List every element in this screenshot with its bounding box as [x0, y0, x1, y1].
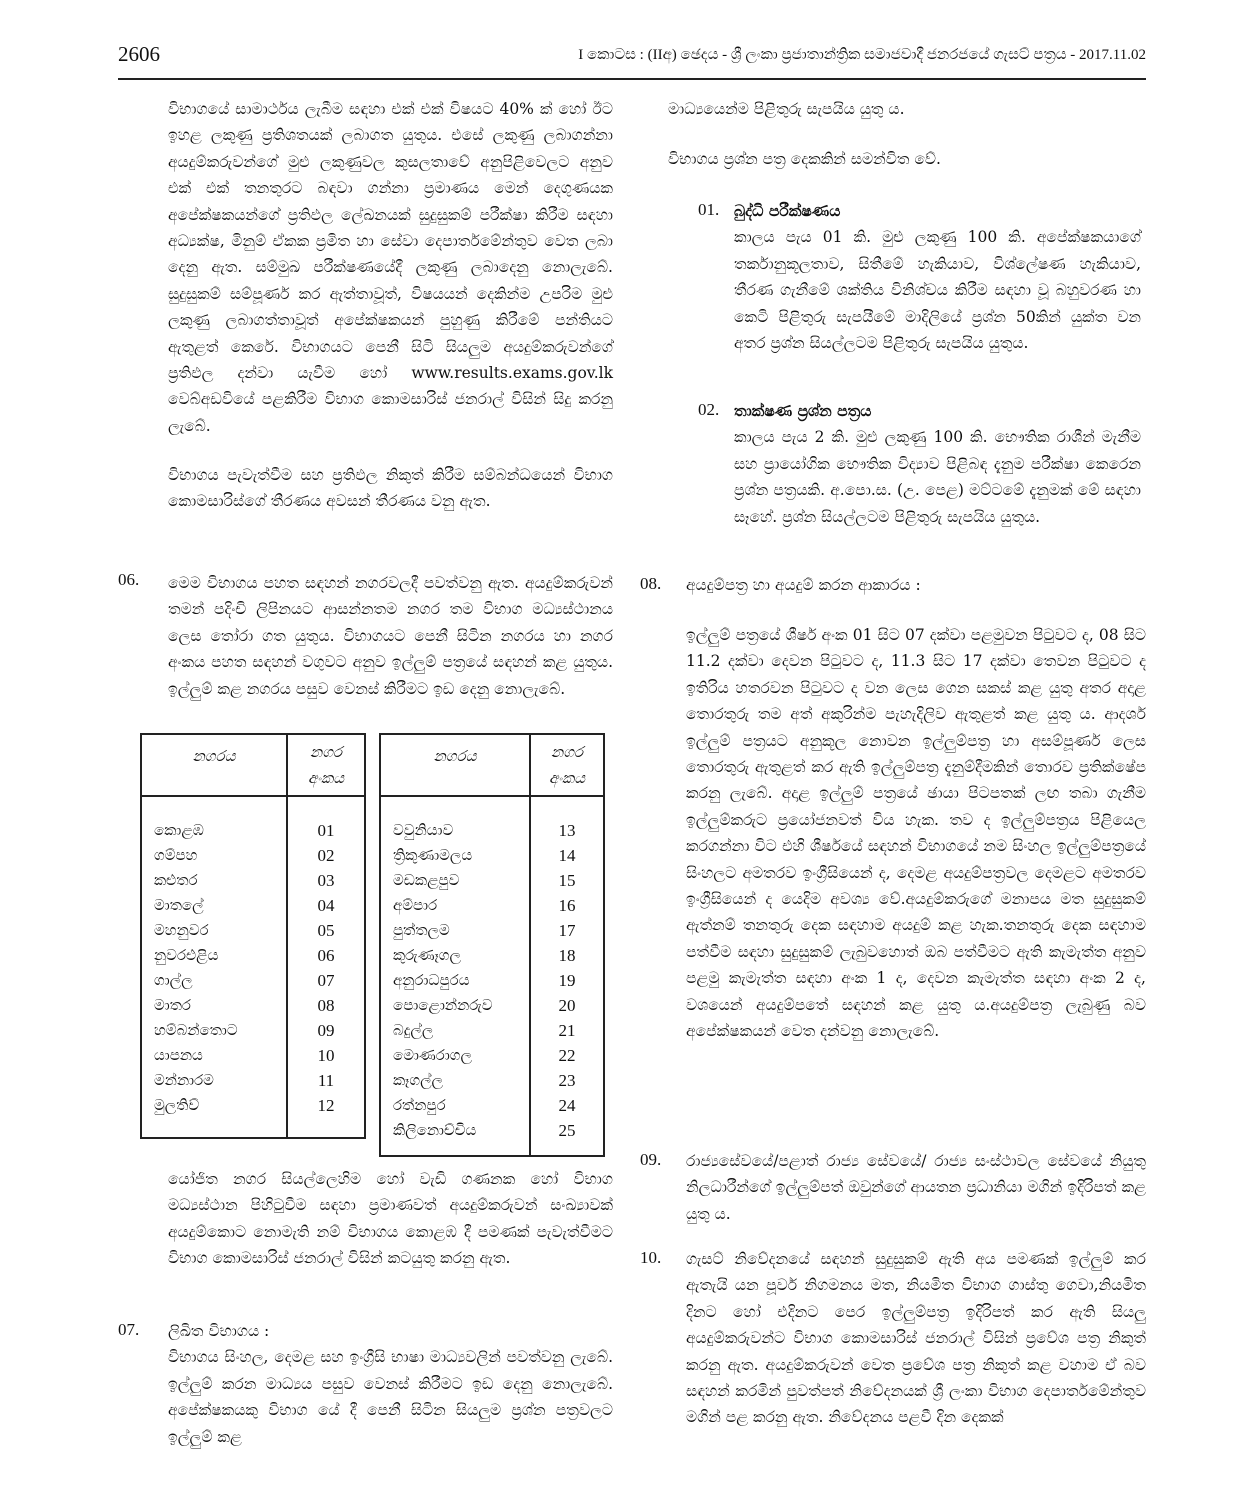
city-table-left — [140, 733, 366, 1139]
section-number-09: 09. — [640, 1150, 662, 1169]
city-name: මහනුවර — [154, 921, 209, 939]
city-name: ත්‍රිකුණාමලය — [393, 846, 473, 864]
header-city: නගරය — [192, 747, 236, 765]
section-08-text: ඉල්ලුම් පත්‍රයේ ශීර්ෂ අංක 01 සිට 07 දක්වා පළමුවන පිටුවට ද, 08 සිට 11.2 දක්වා දෙවන පිටුවට ද, 11.3 සිට 17 දක්වා තෙවන පිටුවට ද ඉතිරිය හතරවන පිටුවට ද වන ලෙස ගෙන සකස් කළ යුතු අතර අදාළ තොරතුරු තම අත් අකුරින්ම පැහැදිලිව ඇතුළත් කළ යුතු ය. ආදර්ශ ඉල්ලුම් පත්‍රයට අනුකූල නොවන ඉල්ලුම්පත්‍ර හා අසම්පූර්ණ ලෙස තොරතුරු ඇතුළත් කර ඇති ඉල්ලුම්පත්‍ර දැනුම්දීමකින් තොරව ප්‍රතික්ෂේප කරනු ලැබේ. අදාළ ඉල්ලුම් පත්‍රයේ ඡායා පිටපතක් ලඟ තබා ගැනීම ඉල්ලුම්කරුට ප්‍රයෝජනවත් විය හැක. තව ද ඉල්ලුම්පත්‍රය පිළියෙල කරගන්නා විට එහි ශීර්ෂයේ සඳහන් විභාගයේ නම සිංහල ඉල්ලුම්පත්‍රයේ සිංහලට අමතරව ඉංග්‍රීසියෙන් ද, දෙමළ අයදුම්පත්‍රවල දෙමළට අමතරව ඉංග්‍රීසියෙන් ද යෙදිම අවශ්‍ය වේ.අයදුම්කරුගේ මනාපය මත සුදුසුකම් ඇත්නම් තනතුරු දෙක සඳහාම අයදුම් කළ හැක.තනතුරු දෙක සඳහාම පත්වීම සඳහා සුදුසුකම් ලැබුවහොත් ඔබ පත්වීමට ඇති කැමැත්ත අනුව පළමු කැමැත්ත සඳහා අංක 1 ද, දෙවන කැමැත්ත සඳහා අංක 2 ද, වශයෙන් අයදුම්පතේ සඳහන් කළ යුතු ය.අයදුම්පත්‍ර ලැබුණු බව අපේක්ෂකයන් වෙත දන්වනු නොලැබේ. — [686, 626, 1146, 1041]
city-code: 22 — [558, 1046, 576, 1065]
city-code: 06 — [317, 946, 335, 965]
table-row — [381, 1118, 603, 1143]
city-name: මන්නාරම — [154, 1071, 214, 1089]
paper-number-01: 01. — [698, 200, 720, 219]
city-code: 25 — [558, 1121, 576, 1140]
header-code-line2: අංකය — [548, 769, 585, 787]
table-row — [381, 993, 603, 1018]
table-row — [381, 818, 603, 843]
city-code: 03 — [317, 871, 335, 890]
section-number-08: 08. — [640, 574, 662, 593]
section-09-text: රාජ්‍යසේවයේ/පළාත් රාජ්‍ය සේවයේ/ රාජ්‍ය සංස්ථාවල සේවයේ නියුතු නිලධාරීන්ගේ ඉල්ලුම්පත් ඔවුන්ගේ ආයතන ප්‍රධානියා මගින් ඉදිරිපත් කළ යුතු ය. — [686, 1152, 1146, 1223]
city-table-right — [379, 733, 605, 1157]
city-code: 08 — [317, 996, 335, 1015]
table-row — [381, 868, 603, 893]
table-row — [142, 1068, 364, 1093]
section-number-06: 06. — [118, 570, 140, 589]
city-name: බදුල්ල — [393, 1021, 434, 1039]
city-code: 01 — [317, 821, 335, 840]
paper-02 — [734, 398, 1141, 530]
city-name: පොළොන්නරුව — [393, 996, 493, 1014]
city-name: ගම්පහ — [154, 846, 198, 864]
table-row — [142, 918, 364, 943]
paper-01-title: බුද්ධි පරීක්ෂණය — [734, 201, 841, 220]
section-number-10: 10. — [640, 1248, 662, 1267]
table-row — [381, 893, 603, 918]
table-row — [142, 1093, 364, 1118]
table-row — [381, 968, 603, 993]
decision-paragraph: විභාගය පැවැත්වීම සහ ප්‍රතිඵල නිකුත් කිරීම සම්බන්ධයෙන් විභාග කොමසාරිස්ගේ තීරණය අවසන් තීරණය වනු ඇත. — [168, 466, 613, 511]
section-08-heading: අයදුම්පත්‍ර හා අයදුම් කරන ආකාරය : — [686, 576, 921, 594]
city-code: 14 — [558, 846, 576, 865]
results-paragraph: විභාගයේ සාමාර්ථය ලැබීම සඳහා එක් එක් විෂයට 40% ක් හෝ ඊට ඉහළ ලකුණු ප්‍රතිශතයක් ලබාගත යුතුය. එසේ ලකුණු ලබාගන්නා අයදුම්කරුවන්ගේ මුළු ලකුණුවල කුසලතාවේ අනුපිළිවෙලට අනුව එක් එක් තනතුරට බඳවා ගන්නා ප්‍රමාණය මෙන් දෙගුණයක අපේක්ෂකයන්ගේ ප්‍රතිඵල ලේඛනයක් සුදුසුකම් පරීක්ෂා කිරීම සඳහා අධ්‍යක්ෂ, මිනුම් ඒකක ප්‍රමිත හා සේවා දෙපාර්තමේන්තුව වෙත ලබා දෙනු ඇත. සම්මුඛ පරීක්ෂණයේදී ලකුණු ලබාදෙනු නොලැබේ. සුදුසුකම් සම්පූර්ණ කර ඇත්තාවූත්, විෂයයන් දෙකින්ම උපරිම මුළු ලකුණු ලබාගත්තාවූත් අපේක්ෂකයන් පුහුණු කිරීමේ පන්තියට ඇතුළත් කෙරේ. විභාගයට පෙනී සිටි සියලුම අයදුම්කරුවන්ගේ ප්‍රතිඵල දන්වා යැවීම හෝ www.results.exams.gov.lk වෙබ්අඩවියේ පළකිරීම විභාග කොමසාරිස් ජනරාල් විසින් සිදු කරනු ලැබේ. — [168, 100, 613, 435]
city-name: කුරුණෑගල — [393, 946, 461, 964]
paper-02-text: කාලය පැය 2 කි. මුළු ලකුණු 100 කි. භෞතික රාශීන් මැනීම සහ ප්‍රායෝගික භෞතික විද්‍යාව පිළිබඳ දැනුම පරීක්ෂා කෙරෙන ප්‍රශ්න පත්‍රයකි. අ.පො.ස. (උ. පෙළ) මට්ටමේ දැනුමක් මේ සඳහා සෑහේ. ප්‍රශ්න සියල්ලටම පිළිතුරු සැපයිය යුතුය. — [734, 428, 1141, 526]
city-code: 16 — [558, 896, 576, 915]
city-code: 11 — [317, 1071, 335, 1090]
paper-01-text: කාලය පැය 01 කි. මුළු ලකුණු 100 කි. අපේක්ෂකයාගේ තර්කානුකූලතාව, සිතීමේ හැකියාව, විශ්ලේෂණ හැකියාව, තීරණ ගැනීමේ ශක්තිය විනිශ්චය කිරීම සඳහා වූ බහුවරණ හා කෙටි පිළිතුරු සැපයීමේ මාදිලියේ ප්‍රශ්න 50කින් යුක්ත වන අතර ප්‍රශ්න සියල්ලටම පිළිතුරු සැපයිය යුතුය. — [734, 228, 1141, 353]
section-number-07: 07. — [118, 1320, 140, 1339]
section-07-text: විභාගය සිංහල, දෙමළ සහ ඉංග්‍රීසි භාෂා මාධ්‍යවලින් පවත්වනු ලැබේ. ඉල්ලුම් කරන මාධ්‍යය පසුව වෙනස් කිරීමට ඉඩ දෙනු නොලැබේ. අපේක්ෂකයකු විභාග යේ දී පෙනී සිටින සියලුම ප්‍රශ්න පත්‍රවලට ඉල්ලුම් කළ — [168, 1348, 613, 1446]
header-code-line1: නගර — [310, 743, 342, 761]
table-row — [142, 1043, 364, 1068]
city-name: කෑගල්ල — [393, 1071, 443, 1089]
city-code: 05 — [317, 921, 335, 940]
city-name: රත්නපුර — [393, 1096, 446, 1114]
table-row — [381, 1093, 603, 1118]
table-row — [142, 993, 364, 1018]
city-name: මාතර — [154, 996, 191, 1014]
paper-02-title: තාක්ෂණ ප්‍රශ්න පත්‍රය — [734, 401, 872, 420]
city-code: 04 — [317, 896, 335, 915]
city-code: 20 — [558, 996, 576, 1015]
city-name: මඩකළපුව — [393, 871, 460, 889]
page-header — [118, 38, 1146, 80]
city-name: පුත්තලම — [393, 921, 450, 939]
city-name: යාපනය — [154, 1046, 203, 1064]
city-name: අම්පාර — [393, 896, 438, 914]
city-code: 23 — [558, 1071, 576, 1090]
city-name: නුවරඑළිය — [154, 946, 219, 964]
continuation-paragraph: මාධ්‍යයෙන්ම පිළිතුරු සැපයිය යුතු ය. — [668, 100, 905, 118]
city-code: 19 — [558, 971, 576, 990]
centres-paragraph: යෝජිත නගර සියල්ලෙහිම හෝ වැඩි ගණනක හෝ විභාග මධ්‍යස්ථාන පිහිටුවීම සඳහා ප්‍රමාණවත් අයදුම්කරුවන් සංඛ්‍යාවක් අයදුම්කොට නොමැති නම් විභාගය කොළඹ දී පමණක් පැවැත්වීමට විභාග කොමසාරිස් ජනරාල් විසින් කටයුතු කරනු ඇත. — [168, 1170, 613, 1268]
city-name: වවුනියාව — [393, 821, 454, 839]
city-name: මාතලේ — [154, 896, 204, 914]
city-code: 21 — [558, 1021, 576, 1040]
header-code-line1: නගර — [551, 743, 583, 761]
city-code: 09 — [317, 1021, 335, 1040]
table-row — [142, 1018, 364, 1043]
header-code-line2: අංකය — [307, 769, 344, 787]
city-name: කිලිනොච්චිය — [393, 1121, 477, 1139]
city-name: මොණරාගල — [393, 1046, 472, 1064]
table-row — [142, 843, 364, 868]
section-07 — [168, 1318, 613, 1450]
city-name: කළුතර — [154, 871, 198, 889]
city-code: 13 — [558, 821, 576, 840]
table-row — [142, 943, 364, 968]
city-name: අනුරාධපුරය — [393, 971, 470, 989]
table-row — [381, 918, 603, 943]
paper-01 — [734, 198, 1141, 356]
header-city: නගරය — [433, 747, 477, 765]
city-code: 24 — [558, 1096, 576, 1115]
table-row — [381, 1018, 603, 1043]
table-row — [142, 968, 364, 993]
running-title: I කොටස : (IIඅ) ඡෙදය - ශ්‍රී ලංකා ප්‍රජාතාන්ත්‍රික සමාජවාදී ජනරජයේ ගැසට් පත්‍රය - 2017.11.02 — [578, 47, 1146, 63]
table-row — [381, 843, 603, 868]
city-code: 18 — [558, 946, 576, 965]
table-row — [381, 1043, 603, 1068]
paper-number-02: 02. — [698, 400, 720, 419]
table-row — [142, 893, 364, 918]
city-name: හම්බන්තොට — [154, 1021, 238, 1039]
city-name: ගාල්ල — [154, 971, 193, 989]
city-code: 17 — [558, 921, 576, 940]
table-row — [381, 1068, 603, 1093]
city-code: 07 — [317, 971, 335, 990]
city-code: 15 — [558, 871, 576, 890]
table-row — [142, 868, 364, 893]
city-code: 12 — [317, 1096, 335, 1115]
two-papers-paragraph: විභාගය ප්‍රශ්න පත්‍ර දෙකකින් සමන්විත වේ. — [668, 150, 941, 168]
table-row — [381, 943, 603, 968]
table-row — [142, 818, 364, 843]
city-code: 10 — [317, 1046, 335, 1065]
section-07-heading: ලිඛිත විභාගය : — [168, 1322, 270, 1340]
section-10-text: ගැසට් නිවේදනයේ සඳහන් සුදුසුකම් ඇති අය පමණක් ඉල්ලුම් කර ඇතැයි යන පූර්ව නිගමනය මත, නියමිත විභාග ගාස්තු ගෙවා,නියමිත දිනට හෝ එදිනට පෙර ඉල්ලුම්පත්‍ර ඉදිරිපත් කර ඇති සියලු අයදුම්කරුවන්ට විභාග කොමසාරිස් ජනරාල් විසින් ප්‍රවේශ පත්‍ර නිකුත් කරනු ඇත. අයදුම්කරුවන් වෙත ප්‍රවේශ පත්‍ර නිකුත් කළ වහාම ඒ බව සඳහන් කරමින් පුවත්පත් නිවේදනයක් ශ්‍රී ලංකා විභාග දෙපාර්තමේන්තුව මගින් පළ කරනු ඇත. නිවේදනය පළවී දින දෙකක් — [686, 1250, 1146, 1427]
page-number: 2606 — [118, 42, 160, 66]
city-code: 02 — [317, 846, 335, 865]
section-06-text: මෙම විභාගය පහත සඳහන් නගරවලදී පවත්වනු ඇත. අයදුම්කරුවන් තමන් පදිංචි ලිපිනයට ආසන්නතම නගර තම විභාග මධ්‍යස්ථානය ලෙස තෝරා ගත යුතුය. විභාගයට පෙනී සිටින නගරය හා නගර අංකය පහත සඳහන් වගුවට අනුව ඉල්ලුම් පත්‍රයේ සඳහන් කළ යුතුය. ඉල්ලුම් කළ නගරය පසුව වෙනස් කිරීමට ඉඩ දෙනු නොලැබේ. — [168, 574, 613, 698]
city-name: කොළඹ — [154, 821, 204, 839]
city-name: මුලතිව් — [154, 1096, 200, 1114]
